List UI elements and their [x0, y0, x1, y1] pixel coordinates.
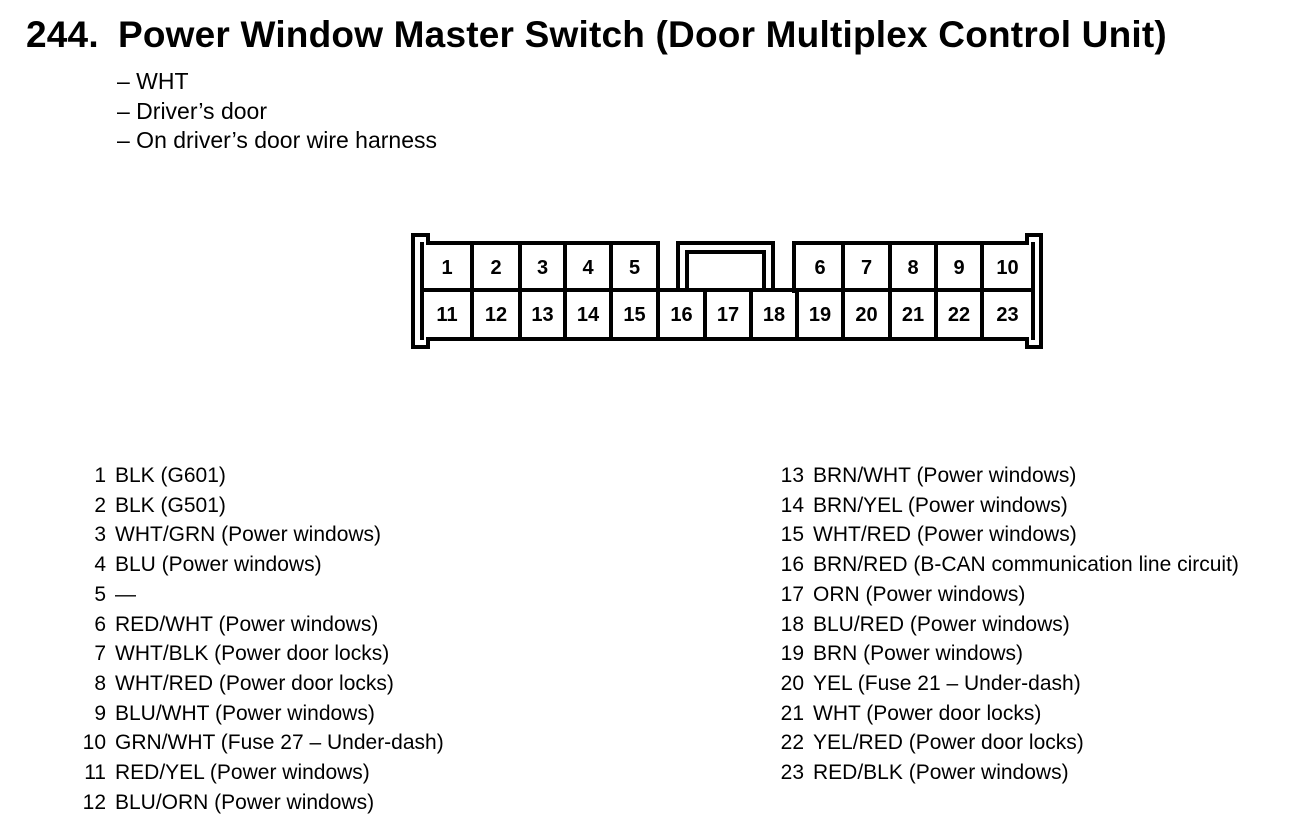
- pin-number: 18: [780, 612, 804, 636]
- pin-description: BLK (G601): [115, 464, 226, 487]
- pin-description: BLU/ORN (Power windows): [115, 790, 375, 814]
- pin-row: [80, 550, 444, 580]
- connector-pin-label: 21: [901, 304, 925, 326]
- pin-description: RED/BLK (Power windows): [813, 761, 1069, 785]
- connector-pin-label: 4: [582, 257, 594, 279]
- pin-row: [770, 461, 1239, 491]
- pin-number: 22: [780, 731, 804, 755]
- pin-number: 20: [780, 671, 804, 695]
- pin-description: BRN/RED (B-CAN communication line circuit): [813, 553, 1239, 577]
- pin-description: BRN (Power windows): [813, 642, 1024, 666]
- pin-number: 12: [82, 790, 106, 814]
- pin-row: [80, 610, 444, 640]
- pin-number: 13: [780, 464, 804, 487]
- connector-pin-label: 20: [855, 304, 878, 326]
- pin-description: RED/YEL (Power windows): [115, 761, 370, 785]
- pin-description: BRN/WHT (Power windows): [813, 464, 1077, 487]
- pin-number: 9: [94, 701, 106, 725]
- pin-number: 1: [94, 464, 106, 487]
- pin-row: [770, 580, 1239, 610]
- pin-row: [80, 580, 444, 610]
- pin-description: ORN (Power windows): [813, 582, 1026, 606]
- connector-pin-label: 3: [536, 257, 549, 279]
- pin-row: [770, 550, 1239, 580]
- pin-description: BRN/YEL (Power windows): [813, 493, 1068, 517]
- diagram-title: Power Window Master Switch (Door Multiplex Control Unit): [118, 14, 1167, 55]
- pin-row: [770, 699, 1239, 729]
- connector-pin-label: 1: [441, 257, 453, 279]
- pin-number: 10: [82, 731, 106, 755]
- connector-pin-label: 5: [628, 257, 641, 279]
- pin-number: 23: [780, 761, 804, 785]
- connector-pin-label: 9: [953, 257, 965, 279]
- pin-number: 21: [780, 701, 804, 725]
- pin-description: BLK (G501): [115, 493, 226, 517]
- pin-number: 4: [94, 553, 106, 577]
- pin-row: [80, 699, 444, 729]
- pin-number: 3: [94, 523, 106, 547]
- pin-description: BLU/RED (Power windows): [813, 612, 1070, 636]
- pin-description: BLU (Power windows): [115, 553, 322, 577]
- pin-row: [770, 639, 1239, 669]
- pin-number: 19: [780, 642, 804, 666]
- connector-pin-label: 11: [436, 304, 458, 326]
- pin-list-right: [770, 461, 1239, 788]
- pin-number: 5: [94, 582, 106, 606]
- connector-pin-label: 19: [808, 304, 832, 326]
- connector-housing: [413, 235, 1041, 347]
- pin-description: —: [115, 582, 136, 606]
- pin-row: [80, 461, 444, 491]
- pin-description: WHT (Power door locks): [813, 701, 1042, 725]
- connector-pin-label: 16: [670, 304, 693, 326]
- pin-number: 8: [94, 671, 106, 695]
- pin-description: GRN/WHT (Fuse 27 – Under-dash): [115, 731, 444, 755]
- connector-pin-label: 12: [484, 304, 508, 326]
- pin-description: BLU/WHT (Power windows): [115, 701, 375, 725]
- pin-number: 11: [84, 761, 106, 785]
- pin-description: RED/WHT (Power windows): [115, 612, 379, 636]
- pin-row: [80, 728, 444, 758]
- pin-description: WHT/RED (Power windows): [813, 523, 1077, 547]
- pin-number: 7: [94, 642, 106, 666]
- pin-row: [770, 669, 1239, 699]
- pin-row: [80, 669, 444, 699]
- connector-pin-label: 14: [576, 304, 600, 326]
- pin-row: [770, 758, 1239, 788]
- pin-row: [80, 639, 444, 669]
- connector-pin-label: 6: [814, 257, 826, 279]
- connector-pin-label: 10: [996, 257, 1019, 279]
- connector-pin-label: 2: [490, 257, 502, 279]
- pin-number: 16: [780, 553, 804, 577]
- pin-description: WHT/RED (Power door locks): [115, 671, 394, 695]
- pin-row: [770, 520, 1239, 550]
- pin-number: 2: [94, 493, 106, 517]
- pin-row: [80, 491, 444, 521]
- pin-number: 14: [780, 493, 804, 517]
- connector-pin-label: 8: [907, 257, 919, 279]
- pin-row: [80, 758, 444, 788]
- pin-row: [770, 610, 1239, 640]
- diagram-number: 244.: [26, 14, 99, 55]
- pin-row: [770, 491, 1239, 521]
- pin-row: [80, 788, 444, 818]
- pin-number: 6: [94, 612, 106, 636]
- note-location: – Driver’s door: [117, 97, 267, 124]
- connector-pin-label: 15: [623, 304, 646, 326]
- connector-pin-label: 22: [947, 304, 971, 326]
- pin-description: WHT/BLK (Power door locks): [115, 642, 390, 666]
- pin-description: YEL/RED (Power door locks): [813, 731, 1084, 755]
- pin-row: [770, 728, 1239, 758]
- pin-number: 15: [780, 523, 804, 547]
- connector-pin-label: 17: [716, 304, 740, 326]
- note-color: – WHT: [117, 68, 189, 94]
- note-harness: – On driver’s door wire harness: [117, 127, 438, 153]
- pin-number: 17: [780, 582, 804, 606]
- connector-pin-label: 13: [531, 304, 554, 326]
- connector-pin-label: 23: [996, 304, 1019, 326]
- pin-row: [80, 520, 444, 550]
- connector-pin-label: 18: [762, 304, 786, 326]
- pin-list-left: [80, 461, 444, 817]
- key-slot-inner: [687, 252, 764, 290]
- connector-pin-label: 7: [860, 257, 873, 279]
- pin-description: WHT/GRN (Power windows): [115, 523, 382, 547]
- pin-description: YEL (Fuse 21 – Under-dash): [813, 671, 1081, 695]
